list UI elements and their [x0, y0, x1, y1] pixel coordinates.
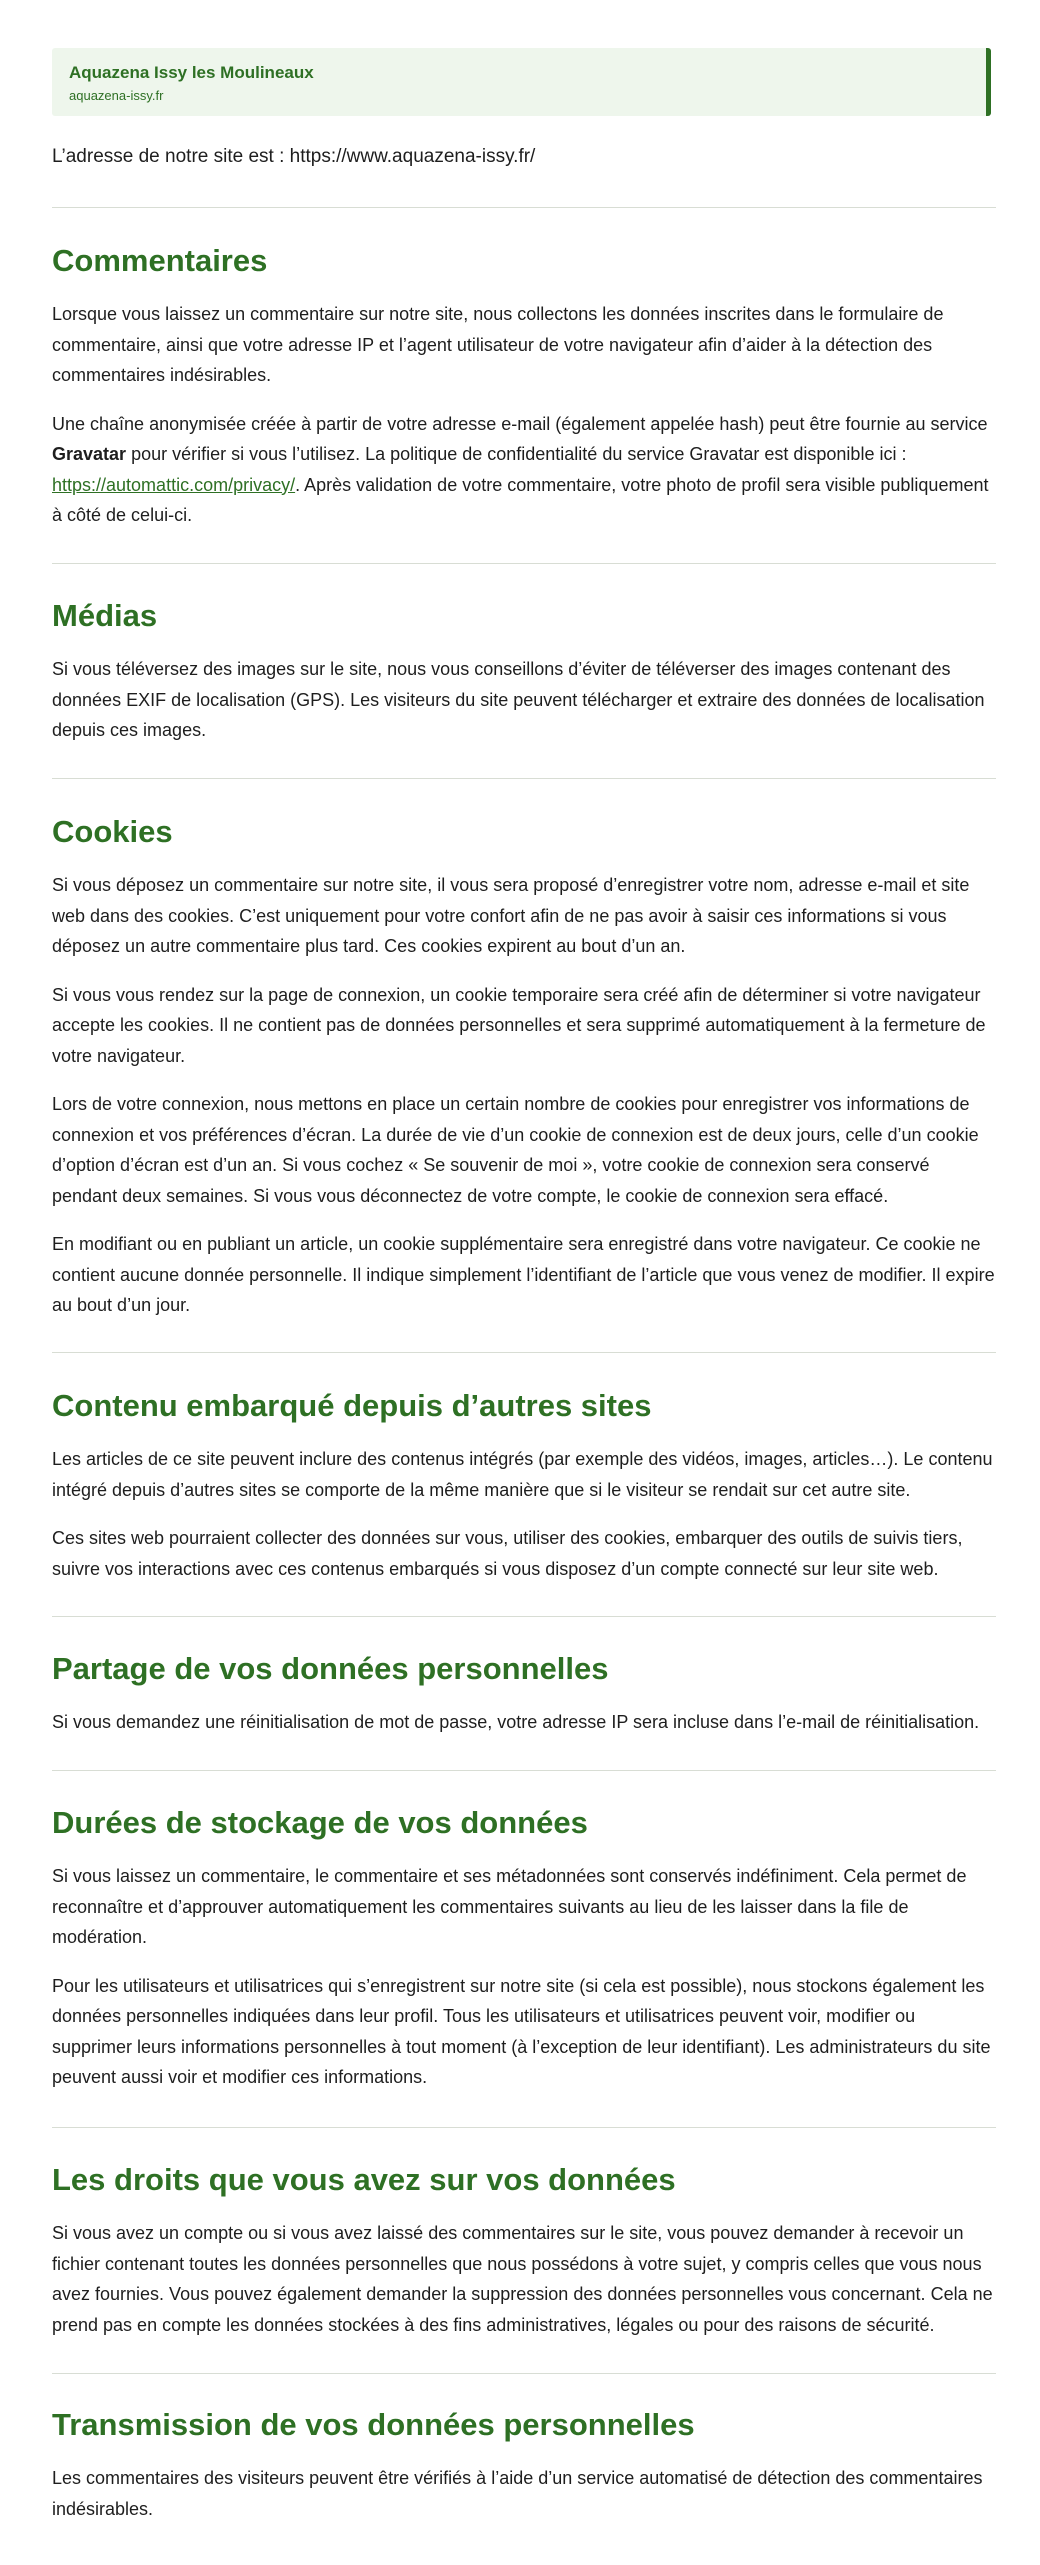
section-heading: Contenu embarqué depuis d’autres sites — [52, 1388, 652, 1423]
section-divider — [52, 2373, 996, 2374]
paragraph-text: Une chaîne anonymisée créée à partir de votre adresse e-mail (également appelée hash) peut être fournie au service — [52, 413, 988, 434]
section-divider — [52, 1352, 996, 1353]
section-durees — [52, 1803, 996, 2093]
gravatar-label: Gravatar — [52, 444, 127, 464]
section-paragraph: Les commentaires des visiteurs peuvent être vérifiés à l’aide d’un service automatisé de détection des commentaires indésirables. — [52, 2468, 983, 2519]
section-medias — [52, 596, 996, 746]
section-heading: Partage de vos données personnelles — [52, 1651, 609, 1686]
section-commentaires — [52, 241, 996, 531]
section-divider — [52, 207, 996, 208]
section-heading: Commentaires — [52, 243, 268, 278]
site-domain[interactable]: aquazena-issy.fr — [69, 88, 164, 103]
section-paragraph: Lorsque vous laissez un commentaire sur notre site, nous collectons les données inscrites dans le formulaire de commentaire, ainsi que votre adresse IP et l’agent utilisateur de votre navigateur afin d’aider à la détection des commentaires indésirables. — [52, 304, 944, 385]
section-heading: Cookies — [52, 814, 173, 849]
section-partage — [52, 1649, 996, 1738]
paragraph-text: pour vérifier si vous l’utilisez. La politique de confidentialité du service Gravatar est disponible ici : — [126, 444, 907, 464]
section-paragraph: En modifiant ou en publiant un article, un cookie supplémentaire sera enregistré dans votre navigateur. Ce cookie ne contient aucune donnée personnelle. Il indique simplement l’identifiant de l’article que vous venez de modifier. Il expire au bout d’un jour. — [52, 1234, 995, 1315]
section-paragraph: Ces sites web pourraient collecter des données sur vous, utiliser des cookies, embarquer des outils de suivis tiers, suivre vos interactions avec ces contenus embarqués si vous disposez d’un compte connecté sur leur site web. — [52, 1528, 963, 1579]
section-paragraph — [52, 409, 996, 531]
section-paragraph: Si vous vous rendez sur la page de connexion, un cookie temporaire sera créé afin de déterminer si votre navigateur accepte les cookies. Il ne contient pas de données personnelles et sera supprimé automatiquement à la fermeture de votre navigateur. — [52, 984, 986, 1066]
section-paragraph: Lors de votre connexion, nous mettons en place un certain nombre de cookies pour enregistrer vos informations de connexion et vos préférences d’écran. La durée de vie d’un cookie de connexion est de deux jours, celle d’un cookie d’option d’écran est d’un an. Si vous cochez « Se souvenir de moi », votre cookie de connexion sera conservé pendant deux semaines. Si vous vous déconnectez de votre compte, le cookie de connexion sera effacé. — [52, 1094, 979, 1206]
section-divider — [52, 563, 996, 564]
section-paragraph: Si vous laissez un commentaire, le commentaire et ses métadonnées sont conservés indéfiniment. Cela permet de reconnaître et d’approuver automatiquement les commentaires suivants au lieu de les laisser dans la file de modération. — [52, 1866, 967, 1947]
section-heading: Transmission de vos données personnelles — [52, 2407, 695, 2442]
section-droits — [52, 2160, 996, 2340]
section-divider — [52, 1770, 996, 1771]
section-cookies — [52, 812, 996, 1321]
section-paragraph: Les articles de ce site peuvent inclure des contenus intégrés (par exemple des vidéos, images, articles…). Le contenu intégré depuis d’autres sites se comporte de la même manière que si le visiteur se rendait sur cet autre site. — [52, 1449, 993, 1500]
section-paragraph: Si vous déposez un commentaire sur notre site, il vous sera proposé d’enregistrer votre nom, adresse e-mail et site web dans des cookies. C’est uniquement pour votre confort afin de ne pas avoir à saisir ces informations si vous déposez un autre commentaire plus tard. Ces cookies expirent au bout d’un an. — [52, 875, 970, 956]
section-heading: Médias — [52, 598, 158, 633]
section-divider — [52, 2127, 996, 2128]
section-paragraph: Si vous téléversez des images sur le site, nous vous conseillons d’éviter de téléverser des images contenant des données EXIF de localisation (GPS). Les visiteurs du site peuvent télécharger et extraire des données de localisation depuis ces images. — [52, 659, 985, 740]
section-paragraph: Si vous demandez une réinitialisation de mot de passe, votre adresse IP sera incluse dans l’e-mail de réinitialisation. — [52, 1712, 980, 1732]
section-heading: Les droits que vous avez sur vos données — [52, 2162, 676, 2197]
paragraph-text: . Après validation de votre commentaire, votre photo de profil sera visible publiquement à côté de celui-ci. — [52, 474, 989, 525]
section-divider — [52, 778, 996, 779]
site-title[interactable]: Aquazena Issy les Moulineaux — [69, 63, 314, 82]
site-card[interactable] — [52, 48, 991, 116]
section-contenu-embarque — [52, 1386, 996, 1584]
site-address-text: L’adresse de notre site est : https://www.aquazena-issy.fr/ — [52, 146, 536, 167]
privacy-link[interactable]: https://automattic.com/privacy/ — [52, 474, 296, 495]
section-transmission — [52, 2405, 996, 2524]
section-paragraph: Pour les utilisateurs et utilisatrices qui s’enregistrent sur notre site (si cela est possible), nous stockons également les données personnelles indiquées dans leur profil. Tous les utilisateurs et utilisatrices peuvent voir, modifier ou supprimer leurs informations personnelles à tout moment (à l’exception de leur identifiant). Les administrateurs du site peuvent aussi voir et modifier ces informations. — [52, 1975, 991, 2087]
section-paragraph: Si vous avez un compte ou si vous avez laissé des commentaires sur le site, vous pouvez demander à recevoir un fichier contenant toutes les données personnelles que nous possédons à votre sujet, y compris celles que vous nous avez fournies. Vous pouvez également demander la suppression des données personnelles vous concernant. Cela ne prend pas en compte les données stockées à des fins administratives, légales ou pour des raisons de sécurité. — [52, 2223, 993, 2335]
section-heading: Durées de stockage de vos données — [52, 1805, 588, 1840]
section-divider — [52, 1616, 996, 1617]
